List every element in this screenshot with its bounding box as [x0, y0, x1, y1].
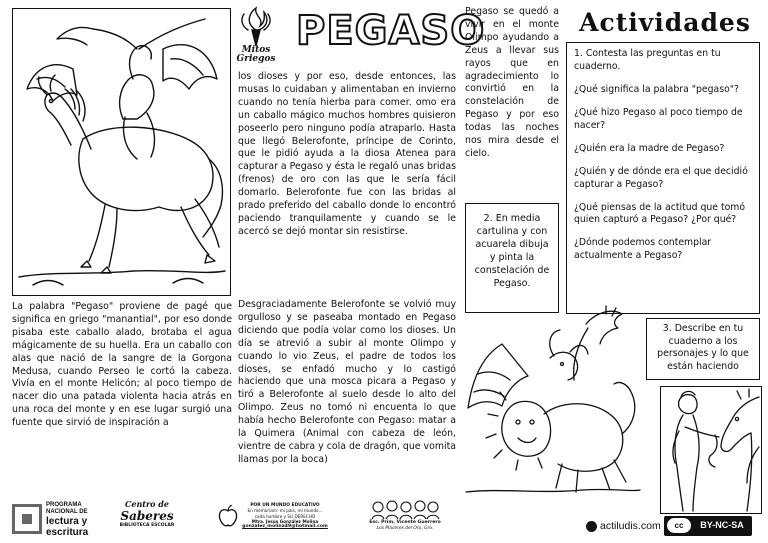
logo3-line1: POR UN MUNDO EDUCATIVO: [250, 503, 320, 508]
logo2-line2: Saberes: [120, 509, 174, 523]
question-5: ¿Qué piensas de la actitud que tomó quien capturó a Pegaso? ¿Por qué?: [574, 201, 746, 226]
site-circle-icon: [586, 521, 597, 532]
site-link[interactable]: actiludis.com: [600, 520, 661, 532]
story-col1: La palabra "Pegaso" proviene de pagé que significa en griego "manantial", por eso donde pisaba este caballo alado, brotaba el agua mágicamente de su huella. Era un caballo con alas que nació de la sangre de la Gorgona Medusa, cuando Perseo le cortó la cabeza. Vivía en el monte Helicón; al poco tiempo de nacer dio una patada violenta hacia atrás en una roca del monte y en ese lugar surgió una fuente que sirvió de inspiración a: [12, 301, 232, 429]
logo1-line4: escritura: [46, 527, 89, 538]
activity-2-text: 2. En media cartulina y con acuarela dibuja y pinta la constelación de Pegaso.: [474, 213, 550, 289]
logo2-line3: BIBLIOTECA ESCOLAR: [119, 523, 175, 528]
logo3-line2: En memoriam: mi país, mi mundo...: [247, 508, 323, 514]
series-logo-text: Mitos Griegos: [236, 45, 276, 64]
logo1-line1: PROGRAMA: [46, 502, 82, 508]
pegasus-drawing: [13, 9, 229, 294]
activities-title: Actividades: [579, 8, 751, 37]
logo4-line1: Esc. Prim. Vicente Guerrero: [369, 520, 441, 525]
chimera-illustration: [462, 304, 642, 496]
pegasus-illustration: [12, 8, 231, 296]
footer-logo-escuela: [362, 500, 448, 538]
activity-3-box: [646, 318, 760, 380]
torch-icon: [234, 6, 278, 48]
question-4: ¿Quién y de dónde era el que decidió capturar a Pegaso?: [574, 166, 748, 190]
logo4-line2: Los Placeres del Oro, Gro.: [376, 526, 434, 531]
activity-1-intro: 1. Contesta las preguntas en tu cuaderno.: [574, 48, 721, 72]
logo1-line3: lectura y: [46, 516, 88, 527]
chimera-drawing: [462, 304, 642, 496]
logo2-line1: Centro de: [125, 499, 169, 509]
site-credit: [586, 518, 660, 536]
logo3-line4: Mtra. Jesús González Molina: [251, 518, 319, 524]
series-logo: [234, 6, 278, 68]
question-2: ¿Qué hizo Pegaso al poco tiempo de nacer?: [574, 107, 743, 131]
question-6: ¿Dónde podemos contemplar actualmente a Pegaso?: [574, 237, 712, 262]
bellerophon-drawing: [661, 387, 761, 513]
story-col3: Pegaso se quedó a vivir en el monte Olimpo ayudando a Zeus a llevar sus rayos que en agradecimiento lo convirtió en la constelación de Pegaso y por eso todas las noches nos mira desde el cielo.: [465, 6, 559, 159]
bellerophon-illustration: [660, 386, 762, 514]
logo1-line2: NACIONAL DE: [46, 509, 88, 515]
activity-1-box: [566, 42, 760, 314]
story-col2a: los dioses y por eso, desde entonces, las musas lo cuidaban y alimentaban en invierno cuando no tenía hierba para comer. omo era un caballo mágico muchos hombres quisieron poseerlo pero ninguno podía atraparlo. Hasta que llegó Belerofonte, príncipe de Corinto, que le pidió ayuda a la diosa Atenea para capturar a Pegaso y ésta le regaló unas bridas (frenos) de oro con las que le sería fácil domarlo. Belerofonte fue con las bridas al prado preferido del caballo donde lo encontró paciendo tranquilamente y cuando se le acercó se dejó montar sin resistirse.: [238, 71, 456, 237]
question-3: ¿Quién era la madre de Pegaso?: [574, 142, 725, 154]
children-icon: [370, 500, 440, 520]
license-text: BY-NC-SA: [700, 520, 744, 530]
creative-commons-icon: cc: [667, 518, 691, 533]
logo3-line3: cada hombre y SU DERECHO: [254, 513, 316, 519]
footer-logo-programa: [12, 500, 94, 538]
page-title: PEGASO: [296, 8, 486, 54]
program-logo-square: [12, 504, 42, 534]
footer-logo-centro-saberes: [118, 500, 176, 538]
activity-2-box: [465, 203, 559, 313]
apple-icon: [218, 505, 238, 529]
activity-3-text: 3. Describe en tu cuaderno a los personajes y lo que están haciendo: [657, 323, 749, 372]
question-1: ¿Qué significa la palabra "pegaso"?: [574, 84, 739, 96]
license-badge[interactable]: [664, 516, 752, 536]
story-col2b: Desgraciadamente Belerofonte se volvió muy orgulloso y se paseaba montado en Pegaso diciendo que podía volar como los dioses. Un día se atrevió a subir al monte Olimpo y cuando lo vio Zeus, el padre de todos los dioses, se enfadó mucho y lo castigó haciendo que una mosca picara a Pegaso y tiró a Belerofonte al suelo desde lo alto del Olimpo. Zeus no tomó ni encuenta lo que había hecho Belerofonte con Pegaso: matar a la Quimera (Animal con cabeza de león, vientre de cabra y cola de dragón, que vomita llamas por la boca): [238, 299, 456, 465]
footer-logo-mundo-educativo: [218, 501, 330, 539]
logo3-email: gonzalez_molina49@hotmail.com: [242, 524, 328, 530]
